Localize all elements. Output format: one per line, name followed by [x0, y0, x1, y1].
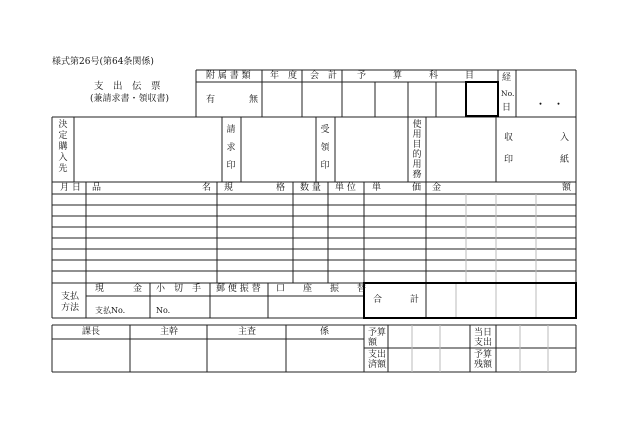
col-amount-1: 金: [432, 183, 442, 193]
staff-seal[interactable]: [287, 340, 363, 371]
keiri-label: 経: [502, 73, 512, 83]
fiscal-year-field[interactable]: [263, 83, 301, 116]
today-payment-label: 当日支出: [474, 328, 493, 348]
check-field[interactable]: [151, 297, 209, 317]
account-transfer-field[interactable]: [269, 297, 363, 317]
paid-amount-field[interactable]: [389, 349, 469, 371]
col-spec-2: 格: [276, 183, 286, 193]
col-item-name-1: 品: [92, 183, 102, 193]
page-subtitle: (兼請求書・領収書): [90, 94, 170, 104]
revenue-stamp-label-3: 印: [504, 155, 514, 165]
attached-have: 有: [206, 95, 216, 105]
budget-amount-label: 予算額: [368, 328, 387, 348]
col-quantity: 数 量: [300, 183, 321, 193]
col-unit-price-2: 価: [412, 183, 422, 193]
invoice-seal-field[interactable]: [242, 118, 315, 181]
auditor-label: 主査: [238, 327, 257, 337]
decision-payee-label: 決定購入先: [58, 120, 68, 174]
staff-label: 係: [320, 327, 330, 337]
check-label: 小 切 手: [156, 284, 202, 294]
payment-method-label: 支払方法: [61, 292, 80, 313]
cash-label-2: 金: [133, 284, 143, 294]
col-unit-price-1: 単: [372, 183, 382, 193]
invoice-seal-label: 請求印: [226, 125, 236, 171]
revenue-stamp-label-4: 紙: [560, 155, 570, 165]
budget-balance-field[interactable]: [497, 349, 575, 371]
col-month-day: 月 日: [60, 183, 81, 193]
receipt-seal-label: 受領印: [320, 125, 330, 171]
total-amount-field[interactable]: [427, 285, 575, 317]
col-unit: 単 位: [335, 183, 356, 193]
section-chief-label: 課長: [82, 327, 101, 337]
item-row[interactable]: [53, 206, 575, 215]
budget-subject-label: 予 算 科 目: [357, 71, 475, 81]
col-item-name-2: 名: [202, 183, 212, 193]
chief-seal[interactable]: [131, 340, 206, 371]
fiscal-year-label: 年 度: [270, 71, 298, 81]
attached-docs-field[interactable]: [197, 83, 261, 116]
cash-label-1: 現: [95, 284, 105, 294]
col-amount-2: 額: [562, 183, 572, 193]
revenue-stamp-label-2: 入: [560, 133, 570, 143]
paid-amount-label: 支出済額: [368, 350, 387, 370]
page-title: 支 出 伝 票: [94, 81, 161, 92]
check-no-label: No.: [156, 306, 171, 315]
day-label: 日: [502, 103, 512, 113]
total-label-2: 計: [410, 295, 420, 305]
account-transfer-label: 口 座 振 替: [276, 284, 367, 294]
revenue-stamp-label-1: 収: [504, 133, 514, 143]
form-number: 様式第26号(第64条関係): [52, 57, 154, 67]
cash-field[interactable]: [87, 297, 149, 317]
col-spec-1: 規: [224, 183, 234, 193]
payment-no-label: 支払No.: [95, 306, 126, 315]
attached-none: 無: [249, 95, 259, 105]
item-row[interactable]: [53, 261, 575, 270]
section-chief-seal[interactable]: [53, 340, 129, 371]
voucher-number-field[interactable]: [517, 71, 575, 116]
item-row[interactable]: [53, 272, 575, 282]
item-row[interactable]: [53, 195, 575, 204]
auditor-seal[interactable]: [208, 340, 285, 371]
purpose-field[interactable]: [427, 118, 495, 181]
budget-code-box[interactable]: [467, 83, 497, 115]
account-field[interactable]: [303, 83, 341, 116]
budget-balance-label: 予算残額: [474, 350, 493, 370]
item-row[interactable]: [53, 250, 575, 259]
item-row[interactable]: [53, 217, 575, 226]
postal-transfer-field[interactable]: [211, 297, 267, 317]
today-payment-field[interactable]: [497, 326, 575, 347]
account-label: 会 計: [310, 71, 338, 81]
date-dots: ・ ・: [536, 100, 564, 110]
payee-field[interactable]: [75, 118, 221, 181]
budget-subject-field[interactable]: [343, 83, 465, 116]
chief-label: 主幹: [160, 327, 179, 337]
postal-transfer-label: 郵 便 振 替: [216, 284, 261, 294]
receipt-seal-field[interactable]: [336, 118, 407, 181]
attached-docs-label: 附 属 書 類: [206, 71, 251, 81]
no-label: No.: [501, 89, 515, 98]
item-row[interactable]: [53, 239, 575, 248]
budget-amount-field[interactable]: [389, 326, 469, 347]
item-row[interactable]: [53, 228, 575, 237]
total-label-1: 合: [373, 295, 383, 305]
purpose-label: 使用目的用務: [412, 120, 422, 180]
